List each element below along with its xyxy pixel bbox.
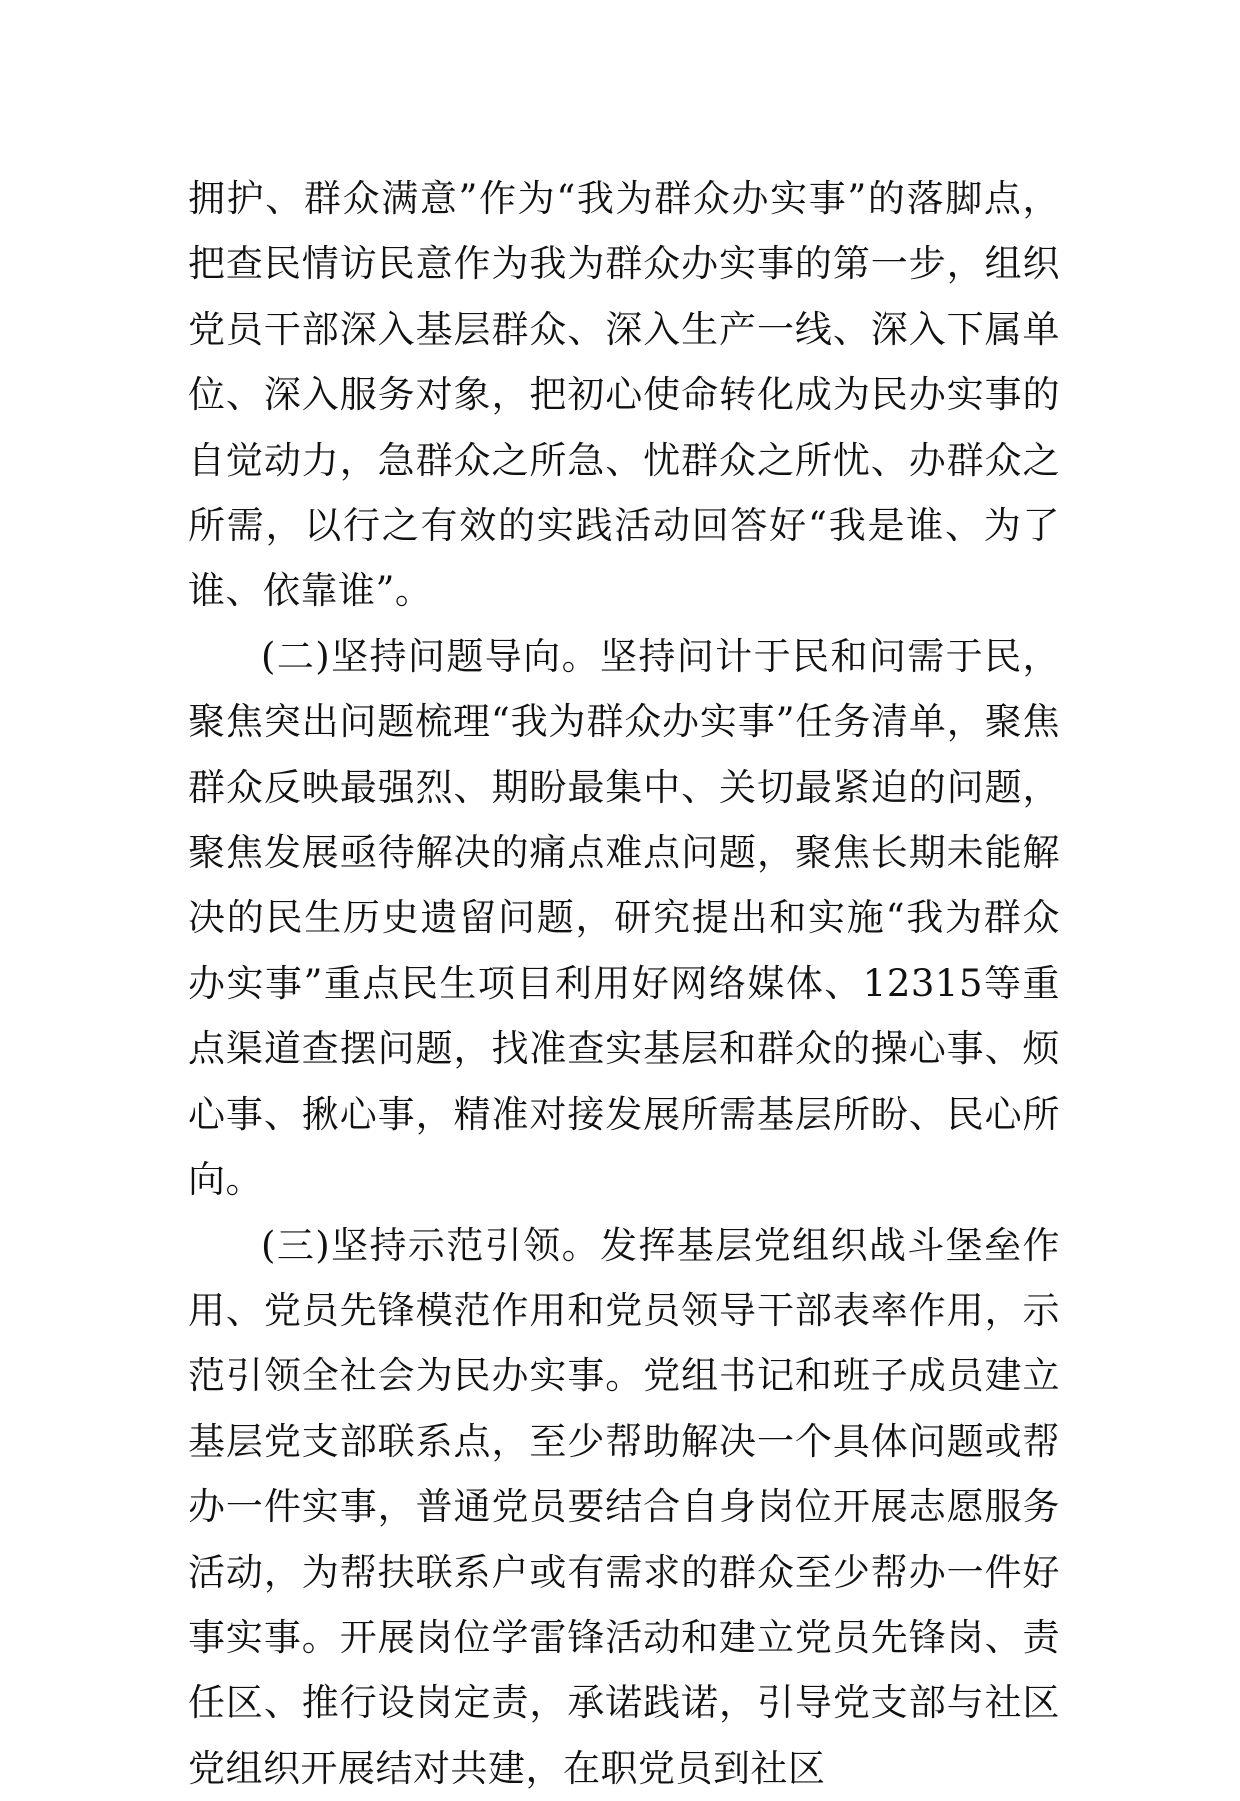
paragraph-problem-orientation: (二)坚持问题导向。坚持问计于民和问需于民，聚焦突出问题梳理“我为群众办实事”任务清单，聚焦群众反映最强烈、期盼最集中、关切最紧迫的问题，聚焦发展亟待解决的痛点难点问题，聚焦长期未能解决的民生历史遗留问题，研究提出和实施“我为群众办实事”重点民生项目利用好网络媒体、12315等重点渠道查摆问题，找准查实基层和群众的操心事、烦心事、揪心事，精准对接发展所需基层所盼、民心所向。 — [188, 624, 1060, 1213]
paragraph-demonstration-leadership: (三)坚持示范引领。发挥基层党组织战斗堡垒作用、党员先锋模范作用和党员领导干部表率作用，示范引领全社会为民办实事。党组书记和班子成员建立基层党支部联系点，至少帮助解决一个具体问题或帮办一件实事，普通党员要结合自身岗位开展志愿服务活动，为帮扶联系户或有需求的群众至少帮办一件好事实事。开展岗位学雷锋活动和建立党员先锋岗、责任区、推行设岗定责，承诺践诺，引导党支部与社区党组织开展结对共建，在职党员到社区 — [188, 1213, 1060, 1801]
paragraph-continuation: 拥护、群众满意”作为“我为群众办实事”的落脚点，把查民情访民意作为我为群众办实事的第一步，组织党员干部深入基层群众、深入生产一线、深入下属单位、深入服务对象，把初心使命转化成为民办实事的自觉动力，急群众之所急、忧群众之所忧、办群众之所需，以行之有效的实践活动回答好“我是谁、为了谁、依靠谁”。 — [188, 166, 1060, 624]
document-body — [188, 166, 1060, 1801]
